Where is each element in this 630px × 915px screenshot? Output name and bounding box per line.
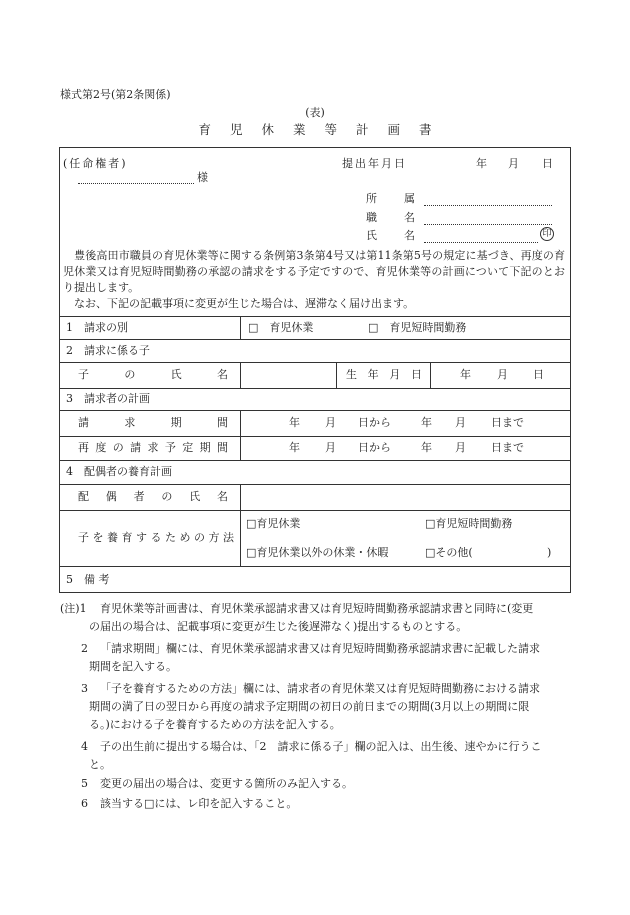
short-hours-checkbox[interactable]: □ 育児短時間勤務 bbox=[368, 321, 467, 334]
birth-month-label: 月 bbox=[497, 368, 508, 381]
birth-day-label: 日 bbox=[533, 368, 544, 381]
period-start-year: 年 bbox=[289, 416, 300, 429]
note-number: 2 bbox=[81, 642, 88, 655]
submission-year-label: 年 bbox=[476, 157, 487, 170]
other-checkbox[interactable]: □その他( bbox=[425, 546, 473, 559]
row-divider bbox=[59, 362, 571, 363]
row-divider bbox=[59, 410, 571, 411]
replan-end-year: 年 bbox=[421, 441, 432, 454]
column-divider bbox=[430, 362, 431, 388]
note-text: 期間を記入する。 bbox=[89, 660, 177, 673]
row-divider bbox=[59, 460, 571, 461]
applicant-name-field[interactable] bbox=[424, 242, 538, 243]
position-label: 職 名 bbox=[366, 211, 423, 224]
department-label: 所 属 bbox=[366, 192, 423, 205]
note-text: る。)における子を養育するための方法を記入する。 bbox=[89, 718, 341, 731]
spouse-name-label: 配 偶 者 の 氏 名 bbox=[78, 490, 228, 503]
spouse-leave-checkbox[interactable]: □育児休業 bbox=[246, 517, 301, 530]
intro-note-paragraph: なお、下記の記載事項に変更が生じた場合は、遅滞なく届け出ます。 bbox=[63, 297, 415, 310]
replan-to-label: 日まで bbox=[491, 441, 524, 454]
child-name-label: 子 の 氏 名 bbox=[78, 368, 228, 381]
note-text: 子の出生前に提出する場合は、「2 請求に係る子」欄の記入は、出生後、速やかに行うこ bbox=[100, 740, 542, 753]
replan-period-label: 再 度 の 請 求 予 定 期 間 bbox=[78, 441, 228, 454]
care-method-label: 子 を 養 育 す る た め の 方 法 bbox=[78, 531, 234, 544]
position-field[interactable] bbox=[424, 224, 552, 225]
childcare-leave-checkbox[interactable]: □ 育児休業 bbox=[248, 321, 314, 334]
department-field[interactable] bbox=[424, 205, 552, 206]
birth-year-label: 年 bbox=[460, 368, 471, 381]
note-number: (注)1 bbox=[60, 602, 87, 615]
row-divider bbox=[59, 510, 571, 511]
spouse-plan-label: 4 配偶者の養育計画 bbox=[66, 465, 172, 478]
row-divider bbox=[59, 388, 571, 389]
period-end-year: 年 bbox=[421, 416, 432, 429]
column-divider bbox=[240, 410, 241, 460]
submission-month-label: 月 bbox=[508, 157, 519, 170]
row-divider bbox=[59, 484, 571, 485]
note-number: 5 bbox=[81, 777, 88, 790]
period-from-label: 日から bbox=[358, 416, 391, 429]
request-type-label: 1 請求の別 bbox=[66, 321, 128, 334]
note-number: 3 bbox=[81, 682, 88, 695]
note-text: と。 bbox=[89, 758, 111, 771]
intro-paragraph: 豊後高田市職員の育児休業等に関する条例第3条第4号又は第11条第5号の規定に基づき、再度の育児休業又は育児短時間勤務の承認の請求をする予定ですので、育児休業等の計画について下記のとおり提出します。 bbox=[63, 249, 565, 294]
row-divider bbox=[59, 339, 571, 340]
request-period-label: 請 求 期 間 bbox=[78, 416, 228, 429]
form-number: 様式第2号(第2条関係) bbox=[60, 88, 171, 101]
submission-day-label: 日 bbox=[542, 157, 553, 170]
column-divider bbox=[336, 362, 337, 388]
replan-start-month: 月 bbox=[325, 441, 336, 454]
note-text: 「請求期間」欄には、育児休業承認請求書又は育児短時間勤務承認請求書に記載した請求 bbox=[100, 642, 540, 655]
remarks-label: 5 備 考 bbox=[66, 573, 110, 586]
other-leave-checkbox[interactable]: □育児休業以外の休業・休暇 bbox=[246, 546, 389, 559]
note-text: の届出の場合は、記載事項に変更が生じた後遅滞なく)提出するものとする。 bbox=[89, 620, 468, 633]
spouse-short-hours-checkbox[interactable]: □育児短時間勤務 bbox=[425, 517, 513, 530]
row-divider bbox=[59, 566, 571, 567]
name-label: 氏 名 bbox=[366, 229, 423, 242]
period-start-month: 月 bbox=[325, 416, 336, 429]
seal-mark: 印 bbox=[540, 227, 554, 241]
form-title bbox=[0, 123, 630, 137]
applicant-plan-label: 3 請求者の計画 bbox=[66, 392, 150, 405]
column-divider bbox=[240, 362, 241, 388]
appointing-authority-label: (任命権者) bbox=[63, 157, 128, 170]
note-number: 4 bbox=[81, 740, 88, 753]
note-number: 6 bbox=[81, 797, 88, 810]
column-divider bbox=[240, 316, 241, 339]
period-end-month: 月 bbox=[455, 416, 466, 429]
column-divider bbox=[240, 484, 241, 566]
submission-date-label: 提出年月日 bbox=[342, 157, 407, 170]
replan-start-year: 年 bbox=[289, 441, 300, 454]
form-side-label: (表) bbox=[305, 106, 325, 119]
sama-label: 様 bbox=[197, 171, 208, 184]
birth-date-label: 生 年 月 日 bbox=[346, 368, 422, 381]
row-divider bbox=[59, 316, 571, 317]
note-text: 「子を養育するための方法」欄には、請求者の育児休業又は育児短時間勤務における請求 bbox=[100, 682, 540, 695]
other-close-paren: ) bbox=[547, 546, 552, 559]
period-to-label: 日まで bbox=[491, 416, 524, 429]
note-text: 期間の満了日の翌日から再度の請求予定期間の初日の前日までの期間(3月以上の期間に限 bbox=[89, 700, 530, 713]
note-text: 育児休業等計画書は、育児休業承認請求書又は育児短時間勤務承認請求書と同時に(変更 bbox=[100, 602, 534, 615]
child-section-label: 2 請求に係る子 bbox=[66, 344, 150, 357]
note-text: 変更の届出の場合は、変更する箇所のみ記入する。 bbox=[100, 777, 353, 790]
note-text: 該当する□には、レ印を記入すること。 bbox=[100, 797, 298, 810]
replan-end-month: 月 bbox=[455, 441, 466, 454]
row-divider bbox=[59, 436, 571, 437]
form-title-text: 育児休業等計画書 bbox=[198, 122, 451, 137]
authority-name-line[interactable] bbox=[78, 183, 194, 184]
replan-from-label: 日から bbox=[358, 441, 391, 454]
